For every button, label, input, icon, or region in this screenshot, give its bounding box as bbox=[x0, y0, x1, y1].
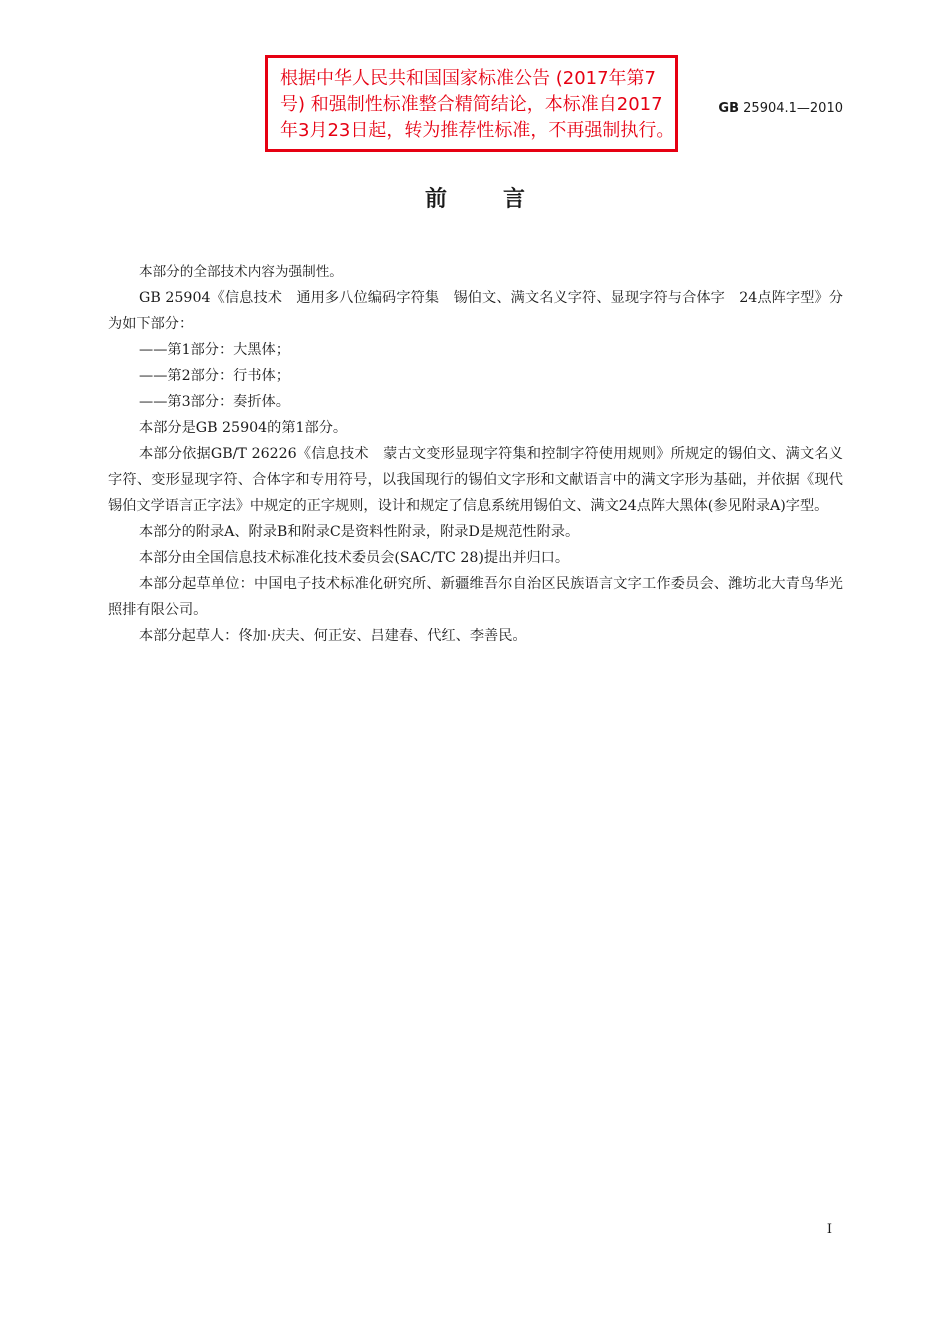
paragraph-standard-parts-intro: GB 25904《信息技术 通用多八位编码字符集 锡伯文、满文名义字符、显现字符与合体字 24点阵字型》分为如下部分： bbox=[108, 290, 843, 332]
page-number: I bbox=[826, 1222, 832, 1237]
paragraph-basis: 本部分依据GB/T 26226《信息技术 蒙古文变形显现字符集和控制字符使用规则》所规定的锡伯文、满文名义字符、变形显现字符、合体字和专用符号，以我国现行的锡伯文字形和文献语言中的满文字形为基础，并依据《现代锡伯文学语言正字法》中规定的正字规则，设计和规定了信息系统用锡伯文、满文24点阵大黑体(参见附录A)字型。 bbox=[108, 446, 843, 514]
notice-line-2: 号) 和强制性标准整合精简结论，本标准自2017 bbox=[280, 94, 663, 115]
foreword-body bbox=[108, 259, 843, 649]
notice-line-1: 根据中华人民共和国国家标准公告 (2017年第7 bbox=[280, 68, 657, 89]
list-item-part-1: ——第1部分：大黑体； bbox=[139, 342, 290, 358]
paragraph-proposer: 本部分由全国信息技术标准化技术委员会(SAC/TC 28)提出并归口。 bbox=[139, 550, 570, 566]
standard-code: 25904.1—2010 bbox=[743, 101, 843, 116]
paragraph-mandatory-statement: 本部分的全部技术内容为强制性。 bbox=[139, 264, 343, 280]
paragraph-part-statement: 本部分是GB 25904的第1部分。 bbox=[139, 420, 348, 436]
list-item-part-2: ——第2部分：行书体； bbox=[139, 368, 290, 384]
standard-prefix: GB bbox=[718, 101, 740, 116]
mandatory-status-notice-stamp bbox=[265, 55, 678, 152]
paragraph-annexes: 本部分的附录A、附录B和附录C是资料性附录，附录D是规范性附录。 bbox=[139, 524, 580, 540]
page-title: 前言 bbox=[424, 187, 581, 212]
list-item-part-3: ——第3部分：奏折体。 bbox=[139, 394, 290, 410]
paragraph-drafting-units: 本部分起草单位：中国电子技术标准化研究所、新疆维吾尔自治区民族语言文字工作委员会、潍坊北大青鸟华光照排有限公司。 bbox=[108, 576, 843, 618]
standard-number bbox=[718, 101, 843, 116]
paragraph-drafters: 本部分起草人：佟加·庆夫、何正安、吕建春、代红、李善民。 bbox=[139, 628, 527, 644]
notice-line-3: 年3月23日起，转为推荐性标准，不再强制执行。 bbox=[280, 120, 675, 141]
